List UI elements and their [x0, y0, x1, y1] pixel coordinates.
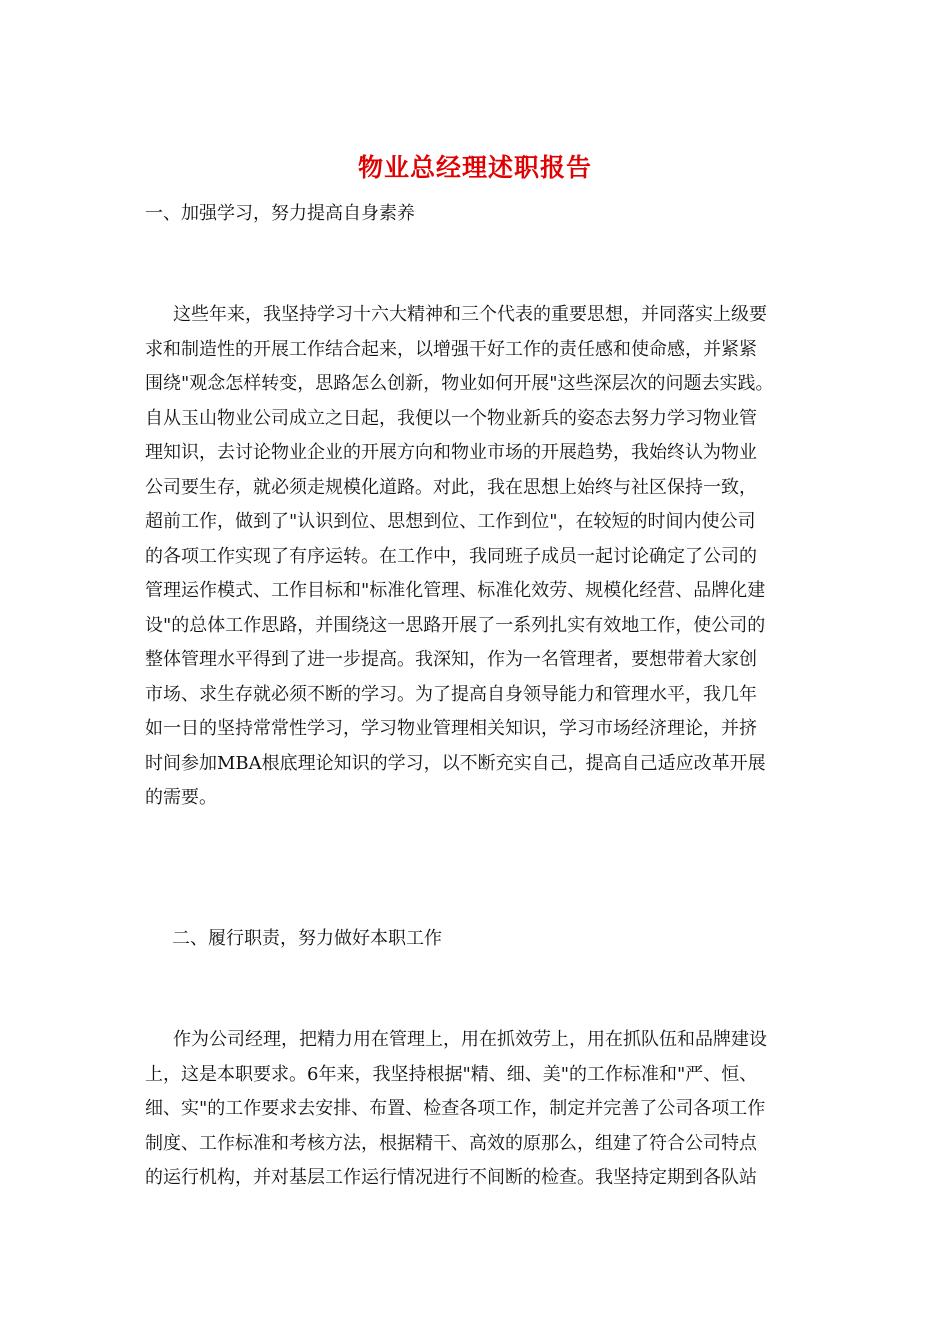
section-2-paragraph: [145, 1023, 815, 1196]
text-line: 超前工作，做到了"认识到位、思想到位、工作到位"，在较短的时间内使公司: [145, 511, 756, 532]
text-line: 市场、求生存就必须不断的学习。为了提高自身领导能力和管理水平，我几年: [145, 683, 757, 705]
text-line: 围绕"观念怎样转变，思路怎么创新，物业如何开展"这些深层次的问题去实践。: [145, 373, 774, 394]
text-line: 如一日的坚持常常性学习，学习物业管理相关知识，学习市场经济理论，并挤: [145, 718, 757, 739]
text-line: 的运行机构，并对基层工作运行情况进行不间断的检查。我坚持定期到各队站: [145, 1167, 757, 1188]
text-line: 作为公司经理，把精力用在管理上，用在抓效劳上，用在抓队伍和品牌建设: [173, 1029, 767, 1050]
text-line: 的需要。: [145, 787, 217, 808]
text-line: 细、实"的工作要求去安排、布置、检查各项工作，制定并完善了公司各项工作: [145, 1098, 766, 1119]
text-line: 制度、工作标准和考核方法，根据精干、高效的原那么，组建了符合公司特点: [145, 1132, 757, 1154]
text-line: 求和制造性的开展工作结合起来，以增强干好工作的责任感和使命感，并紧紧: [145, 338, 757, 360]
text-line: 公司要生存，就必须走规模化道路。对此，我在思想上始终与社区保持一致，: [145, 476, 757, 498]
text-line: 管理运作模式、工作目标和"标准化管理、标准化效劳、规模化经营、品牌化建: [145, 580, 766, 601]
text-line: 整体管理水平得到了进一步提高。我深知，作为一名管理者，要想带着大家创: [145, 649, 757, 670]
text-line: 理知识，去讨论物业企业的开展方向和物业市场的开展趋势，我始终认为物业: [145, 442, 757, 463]
section-heading-1: 一、加强学习，努力提高自身素养: [145, 203, 415, 224]
section-1-paragraph: [145, 298, 815, 816]
text-line: 这些年来，我坚持学习十六大精神和三个代表的重要思想，并同落实上级要: [173, 304, 767, 325]
document-title: 物业总经理述职报告: [357, 153, 592, 182]
text-line: 上，这是本职要求。6年来，我坚持根据"精、细、美"的工作标准和"严、恒、: [145, 1063, 758, 1085]
section-heading-2: 二、履行职责，努力做好本职工作: [172, 928, 442, 949]
text-line: 时间参加MBA根底理论知识的学习，以不断充实自己，提高自己适应改革开展: [145, 752, 766, 774]
text-line: 自从玉山物业公司成立之日起，我便以一个物业新兵的姿态去努力学习物业管: [145, 407, 757, 429]
text-line: 设"的总体工作思路，并围绕这一思路开展了一系列扎实有效地工作，使公司的: [145, 614, 766, 636]
text-line: 的各项工作实现了有序运转。在工作中，我同班子成员一起讨论确定了公司的: [145, 545, 757, 567]
